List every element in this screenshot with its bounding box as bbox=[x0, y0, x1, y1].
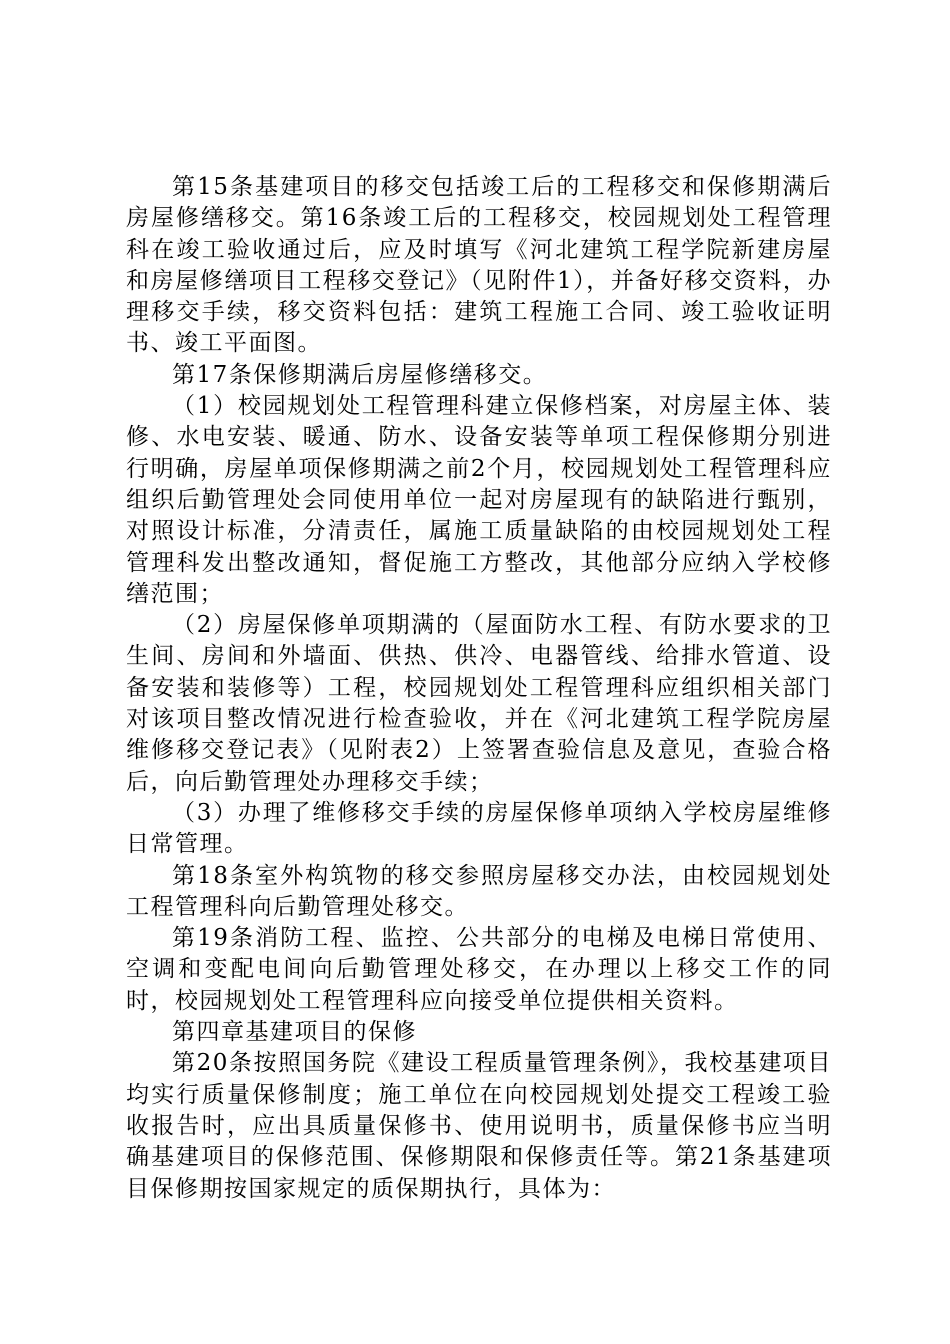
paragraph-article-18: 第18条室外构筑物的移交参照房屋移交办法，由校园规划处工程管理科向后勤管理处移交。 bbox=[126, 862, 832, 920]
paragraph-article-17: 第17条保修期满后房屋修缮移交。 bbox=[172, 361, 548, 388]
paragraph-article-15-16: 第15条基建项目的移交包括竣工后的工程移交和保修期满后房屋修缮移交。第16条竣工后的工程移交，校园规划处工程管理科在竣工验收通过后，应及时填写《河北建筑工程学院新建房屋和房屋修缮项目工程移交登记》（见附件1），并备好移交资料，办理移交手续，移交资料包括：建筑工程施工合同、竣工验收证明书、竣工平面图。 bbox=[126, 174, 832, 357]
paragraph-article-20-21: 第20条按照国务院《建设工程质量管理条例》，我校基建项目均实行质量保修制度；施工单位在向校园规划处提交工程竣工验收报告时，应出具质量保修书、使用说明书，质量保修书应当明确基建项目的保修范围、保修期限和保修责任等。第21条基建项目保修期按国家规定的质保期执行，具体为： bbox=[126, 1050, 832, 1202]
chapter-heading-4: 第四章基建项目的保修 bbox=[172, 1019, 417, 1046]
paragraph-item-1: （1）校园规划处工程管理科建立保修档案，对房屋主体、装修、水电安装、暖通、防水、设备安装等单项工程保修期分别进行明确，房屋单项保修期满之前2个月，校园规划处工程管理科应组织后勤管理处会同使用单位一起对房屋现有的缺陷进行甄别，对照设计标准，分清责任，属施工质量缺陷的由校园规划处工程管理科发出整改通知，督促施工方整改，其他部分应纳入学校修缮范围； bbox=[126, 393, 832, 607]
paragraph-item-2: （2）房屋保修单项期满的（屋面防水工程、有防水要求的卫生间、房间和外墙面、供热、供冷、电器管线、给排水管道、设备安装和装修等）工程，校园规划处工程管理科应组织相关部门对该项目整改情况进行检查验收，并在《河北建筑工程学院房屋维修移交登记表》（见附表2）上签署查验信息及意见，查验合格后，向后勤管理处办理移交手续； bbox=[126, 612, 832, 795]
paragraph-article-19: 第19条消防工程、监控、公共部分的电梯及电梯日常使用、空调和变配电间向后勤管理处移交，在办理以上移交工作的同时，校园规划处工程管理科应向接受单位提供相关资料。 bbox=[126, 925, 832, 1014]
paragraph-item-3: （3）办理了维修移交手续的房屋保修单项纳入学校房屋维修日常管理。 bbox=[126, 799, 832, 858]
document-body bbox=[126, 172, 832, 1205]
